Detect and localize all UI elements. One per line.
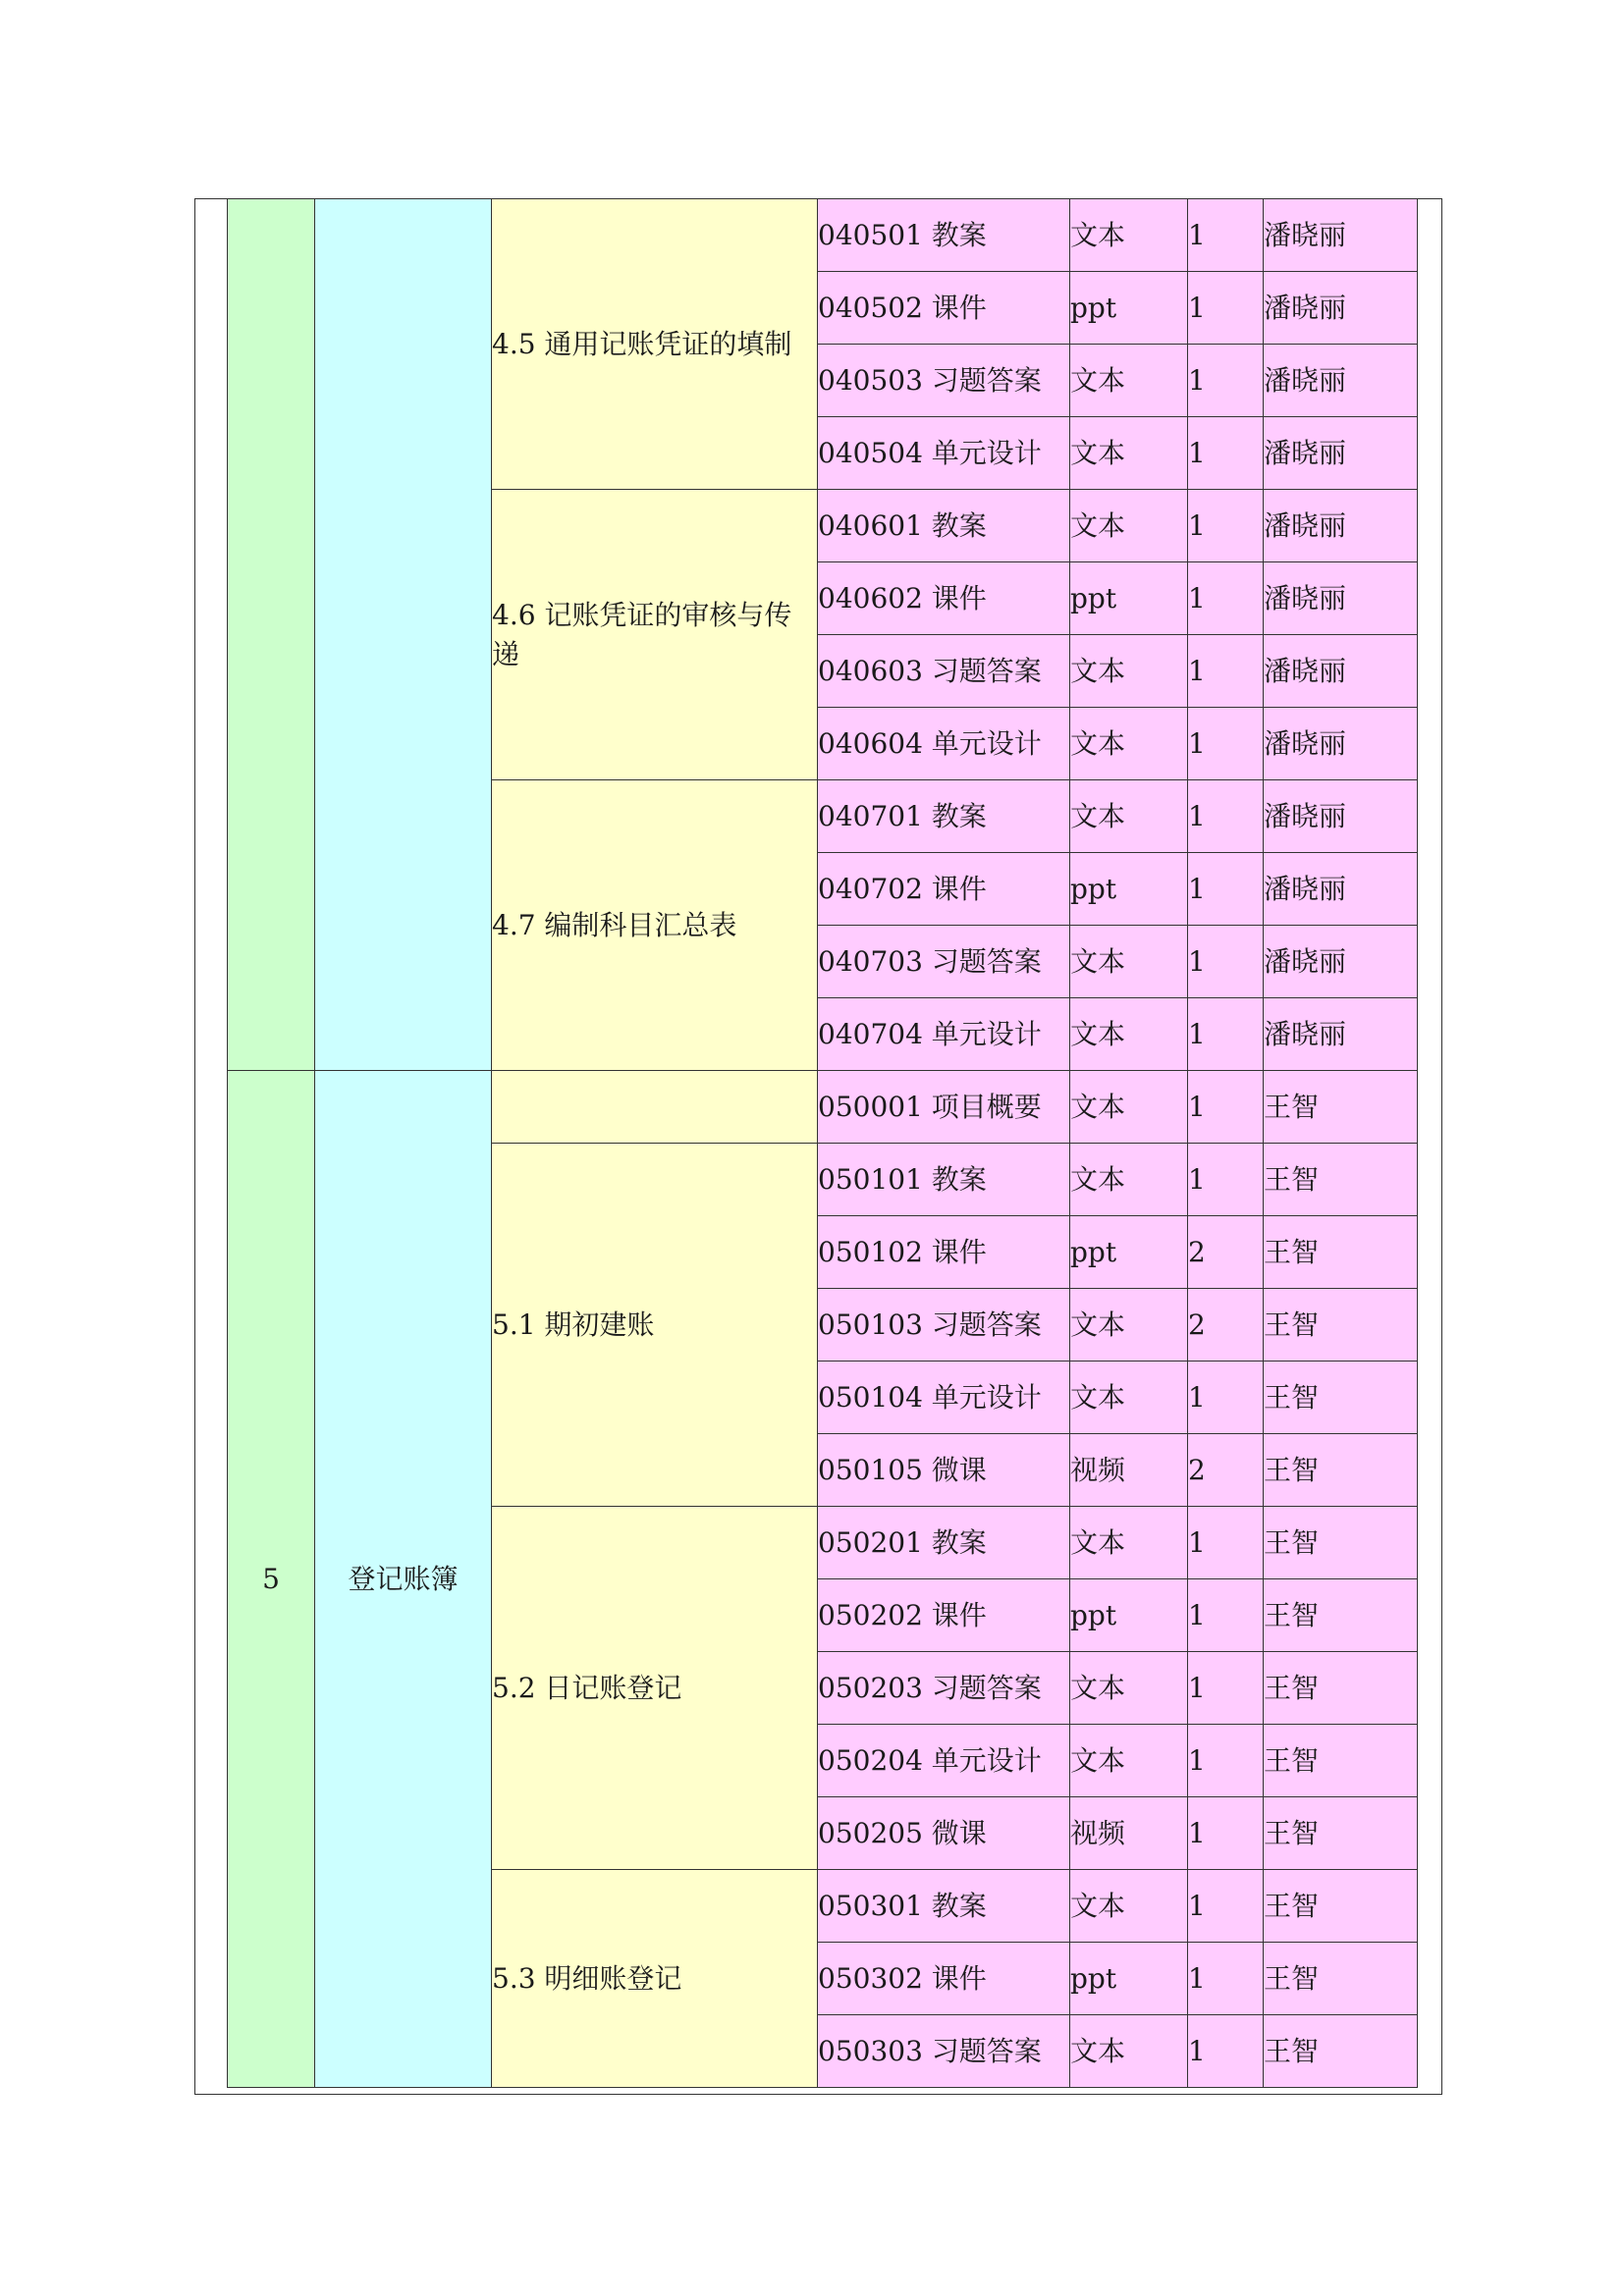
resource-type: 文本 (1070, 1071, 1188, 1144)
resource-type: 文本 (1070, 1289, 1188, 1362)
resource-author: 潘晓丽 (1264, 562, 1418, 635)
resource-code: 050201 教案 (818, 1507, 1070, 1579)
resource-code: 040702 课件 (818, 853, 1070, 926)
resource-type: 视频 (1070, 1797, 1188, 1870)
section-title: 5.1 期初建账 (492, 1144, 818, 1507)
resource-type: 文本 (1070, 635, 1188, 708)
resource-author: 潘晓丽 (1264, 853, 1418, 926)
resource-author: 潘晓丽 (1264, 708, 1418, 780)
resource-type: 文本 (1070, 998, 1188, 1071)
resource-author: 王智 (1264, 1943, 1418, 2015)
resource-quantity: 1 (1188, 345, 1264, 417)
resource-type: 文本 (1070, 490, 1188, 562)
resource-author: 潘晓丽 (1264, 199, 1418, 272)
resource-author: 王智 (1264, 1144, 1418, 1216)
resource-author: 王智 (1264, 1362, 1418, 1434)
resource-author: 潘晓丽 (1264, 345, 1418, 417)
resource-code: 050102 课件 (818, 1216, 1070, 1289)
resource-type: 文本 (1070, 780, 1188, 853)
resource-quantity: 1 (1188, 926, 1264, 998)
resource-quantity: 2 (1188, 1289, 1264, 1362)
resource-author: 王智 (1264, 1797, 1418, 1870)
resource-code: 050104 单元设计 (818, 1362, 1070, 1434)
resource-code: 040604 单元设计 (818, 708, 1070, 780)
resource-quantity: 1 (1188, 708, 1264, 780)
resource-code: 040503 习题答案 (818, 345, 1070, 417)
resource-author: 王智 (1264, 1071, 1418, 1144)
resource-type: 文本 (1070, 926, 1188, 998)
resource-author: 潘晓丽 (1264, 490, 1418, 562)
unit-name (315, 199, 492, 1071)
resource-code: 040701 教案 (818, 780, 1070, 853)
resource-quantity: 1 (1188, 998, 1264, 1071)
resource-code: 050303 习题答案 (818, 2015, 1070, 2088)
resource-code: 050301 教案 (818, 1870, 1070, 1943)
resource-type: 文本 (1070, 2015, 1188, 2088)
resource-code: 040601 教案 (818, 490, 1070, 562)
resource-type: 文本 (1070, 1507, 1188, 1579)
resource-author: 王智 (1264, 1507, 1418, 1579)
unit-name: 登记账簿 (315, 1071, 492, 2088)
resource-quantity: 1 (1188, 1870, 1264, 1943)
resource-quantity: 1 (1188, 272, 1264, 345)
resource-author: 潘晓丽 (1264, 926, 1418, 998)
resource-quantity: 1 (1188, 2015, 1264, 2088)
resource-quantity: 1 (1188, 1797, 1264, 1870)
resource-author: 王智 (1264, 1289, 1418, 1362)
resource-type: 文本 (1070, 417, 1188, 490)
resource-quantity: 1 (1188, 1652, 1264, 1725)
resource-author: 王智 (1264, 1434, 1418, 1507)
resource-quantity: 1 (1188, 1507, 1264, 1579)
resource-author: 潘晓丽 (1264, 272, 1418, 345)
section-title: 4.5 通用记账凭证的填制 (492, 199, 818, 490)
resource-type: 文本 (1070, 199, 1188, 272)
resource-quantity: 1 (1188, 562, 1264, 635)
resource-author: 王智 (1264, 2015, 1418, 2088)
resource-author: 潘晓丽 (1264, 780, 1418, 853)
resource-type: ppt (1070, 562, 1188, 635)
resource-code: 050105 微课 (818, 1434, 1070, 1507)
resource-code: 040504 单元设计 (818, 417, 1070, 490)
resource-author: 潘晓丽 (1264, 998, 1418, 1071)
resource-author: 潘晓丽 (1264, 635, 1418, 708)
table-row (228, 1071, 1418, 1144)
resource-code: 040603 习题答案 (818, 635, 1070, 708)
resource-code: 040502 课件 (818, 272, 1070, 345)
resource-author: 王智 (1264, 1216, 1418, 1289)
resource-type: ppt (1070, 853, 1188, 926)
resource-type: 文本 (1070, 1870, 1188, 1943)
resource-type: 文本 (1070, 345, 1188, 417)
resource-type: 文本 (1070, 1144, 1188, 1216)
resource-type: ppt (1070, 1216, 1188, 1289)
table-row (228, 199, 1418, 272)
unit-number: 5 (228, 1071, 315, 2088)
resource-code: 050103 习题答案 (818, 1289, 1070, 1362)
resource-code: 040704 单元设计 (818, 998, 1070, 1071)
resource-type: ppt (1070, 1943, 1188, 2015)
unit-number (228, 199, 315, 1071)
resource-quantity: 1 (1188, 1579, 1264, 1652)
resource-quantity: 1 (1188, 1725, 1264, 1797)
resource-author: 王智 (1264, 1652, 1418, 1725)
section-title: 5.3 明细账登记 (492, 1870, 818, 2088)
resource-code: 050001 项目概要 (818, 1071, 1070, 1144)
section-title (492, 1071, 818, 1144)
resource-type: ppt (1070, 272, 1188, 345)
resource-type: 文本 (1070, 1725, 1188, 1797)
resource-author: 王智 (1264, 1725, 1418, 1797)
resource-code: 050202 课件 (818, 1579, 1070, 1652)
resource-quantity: 1 (1188, 490, 1264, 562)
resource-quantity: 1 (1188, 635, 1264, 708)
resource-quantity: 1 (1188, 1362, 1264, 1434)
resource-quantity: 1 (1188, 199, 1264, 272)
section-title: 4.7 编制科目汇总表 (492, 780, 818, 1071)
resource-type: 文本 (1070, 1652, 1188, 1725)
resource-quantity: 1 (1188, 1144, 1264, 1216)
resource-table (227, 198, 1418, 2088)
resource-quantity: 1 (1188, 780, 1264, 853)
resource-author: 王智 (1264, 1579, 1418, 1652)
section-title: 4.6 记账凭证的审核与传递 (492, 490, 818, 780)
resource-type: ppt (1070, 1579, 1188, 1652)
resource-code: 050204 单元设计 (818, 1725, 1070, 1797)
resource-quantity: 1 (1188, 1943, 1264, 2015)
resource-code: 050203 习题答案 (818, 1652, 1070, 1725)
resource-code: 050101 教案 (818, 1144, 1070, 1216)
resource-quantity: 2 (1188, 1216, 1264, 1289)
resource-quantity: 1 (1188, 417, 1264, 490)
resource-type: 文本 (1070, 708, 1188, 780)
resource-quantity: 1 (1188, 853, 1264, 926)
resource-quantity: 1 (1188, 1071, 1264, 1144)
section-title: 5.2 日记账登记 (492, 1507, 818, 1870)
resource-code: 050205 微课 (818, 1797, 1070, 1870)
resource-code: 040602 课件 (818, 562, 1070, 635)
resource-quantity: 2 (1188, 1434, 1264, 1507)
resource-code: 040501 教案 (818, 199, 1070, 272)
resource-type: 文本 (1070, 1362, 1188, 1434)
resource-code: 040703 习题答案 (818, 926, 1070, 998)
resource-type: 视频 (1070, 1434, 1188, 1507)
resource-code: 050302 课件 (818, 1943, 1070, 2015)
resource-author: 王智 (1264, 1870, 1418, 1943)
resource-author: 潘晓丽 (1264, 417, 1418, 490)
